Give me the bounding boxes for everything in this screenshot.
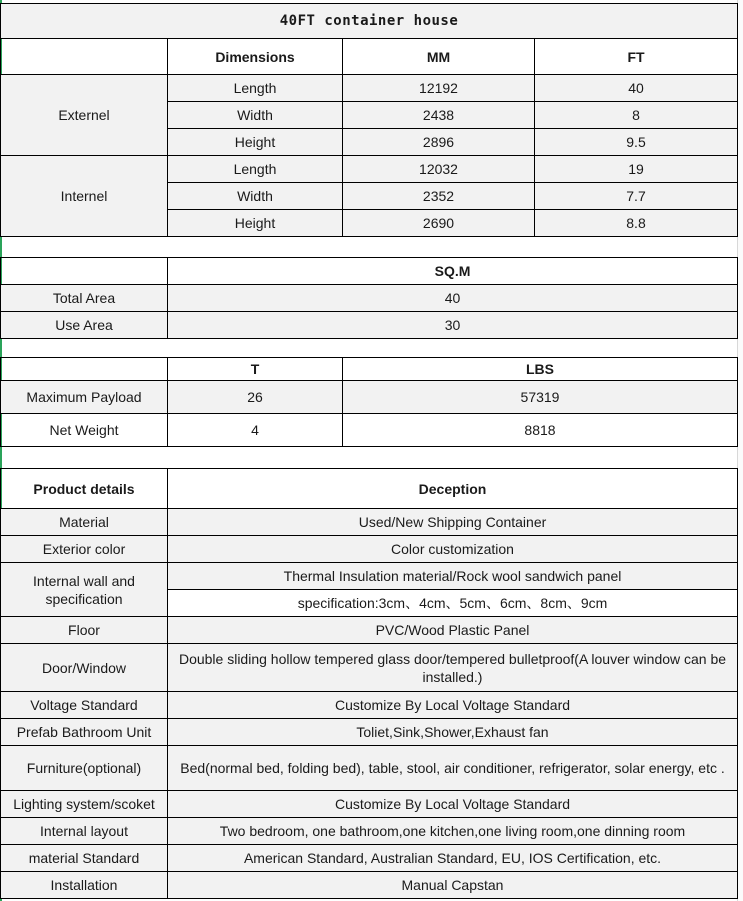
area-table [0,257,738,339]
detail-label[interactable]: Lighting system/scoket [1,791,168,818]
dim-ft[interactable]: 19 [535,156,738,183]
detail-value[interactable]: Customize By Local Voltage Standard [168,692,738,719]
weight-label[interactable]: Maximum Payload [1,381,168,414]
area-corner-cell[interactable] [1,258,168,285]
detail-label[interactable]: Voltage Standard [1,692,168,719]
sheet-title[interactable]: 40FT container house [1,4,738,39]
detail-label[interactable]: Exterior color [1,536,168,563]
detail-value[interactable]: Two bedroom, one bathroom,one kitchen,one living room,one dinning room [168,818,738,845]
dimensions-corner-cell[interactable] [1,39,168,75]
ft-header[interactable]: FT [535,39,738,75]
area-value[interactable]: 30 [168,312,738,339]
title-table [0,3,738,39]
lbs-header[interactable]: LBS [343,358,738,381]
dim-ft[interactable]: 40 [535,75,738,102]
area-label[interactable]: Use Area [1,312,168,339]
dim-label[interactable]: Width [168,102,343,129]
dim-ft[interactable]: 8 [535,102,738,129]
t-header[interactable]: T [168,358,343,381]
details-header-label[interactable]: Product details [1,469,168,509]
group-external[interactable]: Externel [1,75,168,156]
detail-value[interactable]: PVC/Wood Plastic Panel [168,617,738,644]
dim-mm[interactable]: 12192 [343,75,535,102]
weight-lbs[interactable]: 8818 [343,414,738,447]
area-label[interactable]: Total Area [1,285,168,312]
details-table [0,468,738,899]
detail-value[interactable]: Manual Capstan [168,872,738,899]
dim-mm[interactable]: 2690 [343,210,535,237]
detail-value[interactable]: Used/New Shipping Container [168,509,738,536]
detail-label[interactable]: Furniture(optional) [1,746,168,791]
weight-label[interactable]: Net Weight [1,414,168,447]
area-value[interactable]: 40 [168,285,738,312]
dim-mm[interactable]: 2896 [343,129,535,156]
detail-label[interactable]: material Standard [1,845,168,872]
dim-ft[interactable]: 9.5 [535,129,738,156]
dim-mm[interactable]: 2438 [343,102,535,129]
group-internal[interactable]: Internel [1,156,168,237]
weight-table [0,357,738,447]
weight-t[interactable]: 4 [168,414,343,447]
detail-label[interactable]: Internal wall and specification [1,563,168,617]
detail-label[interactable]: Installation [1,872,168,899]
detail-value[interactable]: Bed(normal bed, folding bed), table, stool, air conditioner, refrigerator, solar energy, etc . [168,746,738,791]
details-header-value[interactable]: Deception [168,469,738,509]
detail-label[interactable]: Material [1,509,168,536]
detail-value[interactable]: Customize By Local Voltage Standard [168,791,738,818]
dim-label[interactable]: Length [168,156,343,183]
detail-value[interactable]: Toliet,Sink,Shower,Exhaust fan [168,719,738,746]
dimensions-header[interactable]: Dimensions [168,39,343,75]
dim-mm[interactable]: 2352 [343,183,535,210]
dimensions-table [0,38,738,237]
detail-label[interactable]: Internal layout [1,818,168,845]
detail-value[interactable]: American Standard, Australian Standard, EU, IOS Certification, etc. [168,845,738,872]
dim-ft[interactable]: 7.7 [535,183,738,210]
detail-label[interactable]: Door/Window [1,644,168,692]
dim-ft[interactable]: 8.8 [535,210,738,237]
detail-value[interactable]: Thermal Insulation material/Rock wool sandwich panel [168,563,738,590]
mm-header[interactable]: MM [343,39,535,75]
detail-label[interactable]: Prefab Bathroom Unit [1,719,168,746]
detail-value-2[interactable]: specification:3cm、4cm、5cm、6cm、8cm、9cm [168,590,738,617]
dim-label[interactable]: Length [168,75,343,102]
weight-t[interactable]: 26 [168,381,343,414]
detail-value[interactable]: Double sliding hollow tempered glass door/tempered bulletproof(A louver window can be installed.) [168,644,738,692]
detail-value[interactable]: Color customization [168,536,738,563]
dim-label[interactable]: Height [168,129,343,156]
dim-label[interactable]: Height [168,210,343,237]
dim-mm[interactable]: 12032 [343,156,535,183]
sqm-header[interactable]: SQ.M [168,258,738,285]
dim-label[interactable]: Width [168,183,343,210]
weight-lbs[interactable]: 57319 [343,381,738,414]
weight-corner-cell[interactable] [1,358,168,381]
detail-label[interactable]: Floor [1,617,168,644]
